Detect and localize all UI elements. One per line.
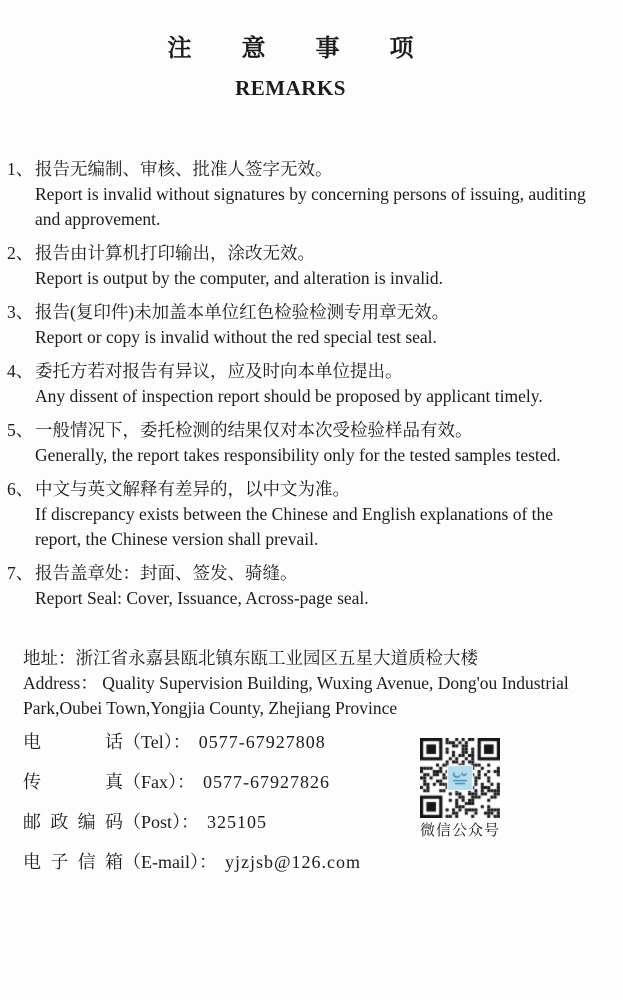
- contact-row: [23, 772, 403, 793]
- remark-text-en: Generally, the report takes responsibility only for the tested samples tested.: [35, 445, 561, 465]
- page-title-zh: 注意事项: [167, 36, 464, 62]
- wechat-qr-label: 微信公众号: [419, 823, 500, 839]
- address-en: Address： Quality Supervision Building, Wuxing Avenue, Dong'ou Industrial Park,Oubei Town,Yongjia County, Zhejiang Province: [23, 673, 569, 718]
- page-title-en: REMARKS: [235, 76, 346, 100]
- remark-text-en: Report is output by the computer, and alteration is invalid.: [35, 268, 444, 288]
- remark-number: 6、: [7, 479, 34, 499]
- contact-value: 325105: [207, 812, 268, 832]
- remark-text-en: Report Seal: Cover, Issuance, Across-page seal.: [35, 588, 369, 608]
- wechat-qr-code: [420, 738, 500, 818]
- remark-item: [7, 300, 623, 350]
- page-header: [0, 36, 623, 99]
- remark-item: [7, 241, 623, 291]
- remark-text-en: Report or copy is invalid without the red special test seal.: [35, 327, 437, 347]
- contact-label-zh: 邮 政 编 码: [23, 812, 123, 832]
- contact-label-paren: （Fax）：: [123, 772, 195, 792]
- contact-label-paren: （Tel）：: [123, 732, 191, 752]
- remark-item: [7, 157, 623, 232]
- contacts-block: [23, 732, 403, 873]
- remark-text-zh: 报告(复印件)未加盖本单位红色检验检测专用章无效。: [35, 302, 450, 322]
- wechat-qr-block: [419, 738, 501, 840]
- remark-text-zh: 报告由计算机打印输出，涂改无效。: [35, 243, 315, 263]
- remark-text-zh: 中文与英文解释有差异的，以中文为准。: [35, 479, 350, 499]
- remarks-list: [0, 157, 623, 611]
- remark-number: 4、: [7, 361, 34, 381]
- contact-row: [23, 812, 403, 833]
- remark-text-en: If discrepancy exists between the Chinese and English explanations of the report, the Chinese version shall prevail.: [35, 504, 554, 549]
- remark-item: [7, 477, 623, 552]
- contact-label-paren: （E-mail）：: [123, 852, 217, 872]
- remark-text-zh: 委托方若对报告有异议，应及时向本单位提出。: [35, 361, 403, 381]
- contact-label-zh: 传 真: [23, 772, 123, 792]
- contact-value: 0577-67927826: [203, 772, 330, 792]
- remark-text-en: Report is invalid without signatures by concerning persons of issuing, auditing and approvement.: [35, 184, 586, 229]
- remark-item: [7, 359, 623, 409]
- remark-text-zh: 一般情况下，委托检测的结果仅对本次受检验样品有效。: [35, 420, 473, 440]
- remark-text-en: Any dissent of inspection report should be proposed by applicant timely.: [35, 386, 543, 406]
- remark-number: 1、: [7, 159, 34, 179]
- remark-number: 2、: [7, 243, 34, 263]
- contact-label-zh: 电 话: [23, 732, 123, 752]
- address-block: [23, 646, 590, 721]
- remark-number: 7、: [7, 563, 34, 583]
- contact-value: 0577-67927808: [198, 732, 326, 752]
- remark-number: 3、: [7, 302, 34, 322]
- remark-number: 5、: [7, 420, 34, 440]
- contact-label-paren: （Post）：: [123, 812, 200, 832]
- contact-row: [23, 732, 403, 753]
- remark-item: [7, 561, 623, 611]
- contact-row: [23, 852, 403, 873]
- contact-label-zh: 电 子 信 箱: [23, 852, 123, 872]
- remark-item: [7, 418, 623, 468]
- remark-text-zh: 报告盖章处：封面、签发、骑缝。: [35, 563, 298, 583]
- remark-text-zh: 报告无编制、审核、批准人签字无效。: [35, 159, 333, 179]
- address-zh: 地址：浙江省永嘉县瓯北镇东瓯工业园区五星大道质检大楼: [23, 648, 478, 668]
- contact-value: yjzjsb@126.com: [224, 852, 362, 872]
